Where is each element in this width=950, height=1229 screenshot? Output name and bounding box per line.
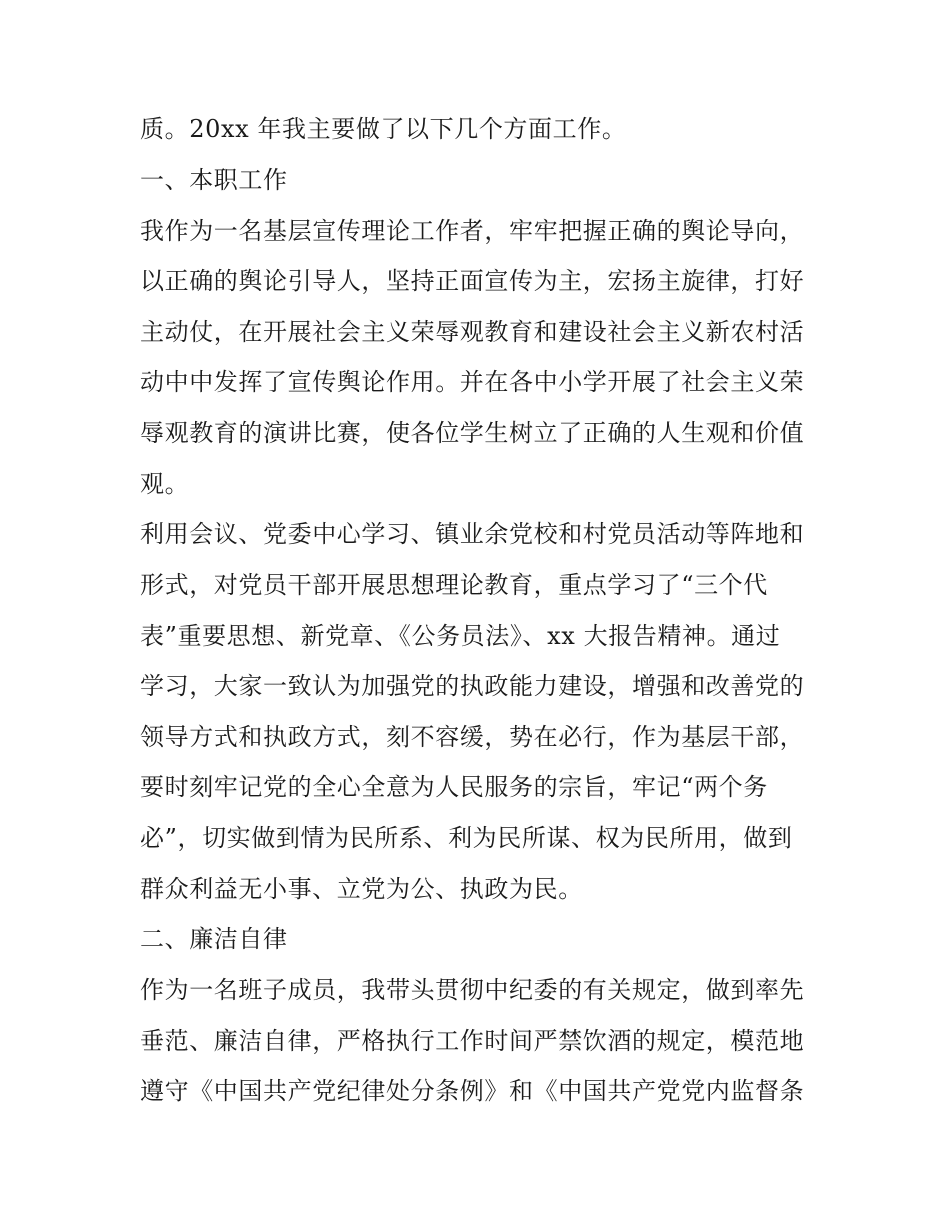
text-line: 观。 bbox=[140, 470, 190, 498]
text-line: 垂范、廉洁自律，严格执行工作时间严禁饮酒的规定，模范地 bbox=[140, 1027, 805, 1055]
text-line: 作为一名班子成员，我带头贯彻中纪委的有关规定，做到率先 bbox=[140, 976, 805, 1004]
text-line: 辱观教育的演讲比赛，使各位学生树立了正确的人生观和价值 bbox=[140, 419, 805, 447]
text-line: 形式，对党员干部开展思想理论教育，重点学习了“三个代 bbox=[140, 571, 768, 599]
text-line: 动中中发挥了宣传舆论作用。并在各中小学开展了社会主义荣 bbox=[140, 368, 805, 396]
text-line: 必”，切实做到情为民所系、利为民所谋、权为民所用，做到 bbox=[140, 824, 793, 852]
text-line: 主动仗，在开展社会主义荣辱观教育和建设社会主义新农村活 bbox=[140, 318, 805, 346]
text-line: 遵守《中国共产党纪律处分条例》和《中国共产党党内监督条 bbox=[140, 1077, 805, 1105]
text-line: 表”重要思想、新党章、《公务员法》、xx 大报告精神。通过 bbox=[140, 622, 781, 650]
text-line: 领导方式和执政方式，刻不容缓，势在必行，作为基层干部， bbox=[140, 723, 805, 751]
text-line: 我作为一名基层宣传理论工作者，牢牢把握正确的舆论导向， bbox=[140, 217, 805, 245]
text-line: 利用会议、党委中心学习、镇业余党校和村党员活动等阵地和 bbox=[140, 520, 805, 548]
section-heading: 二、廉洁自律 bbox=[140, 925, 288, 953]
text-line: 要时刻牢记党的全心全意为人民服务的宗旨，牢记“两个务 bbox=[140, 773, 768, 801]
text-line: 以正确的舆论引导人，坚持正面宣传为主，宏扬主旋律，打好 bbox=[140, 267, 805, 295]
text-line: 群众利益无小事、立党为公、执政为民。 bbox=[140, 875, 583, 903]
text-line: 学习，大家一致认为加强党的执政能力建设，增强和改善党的 bbox=[140, 672, 805, 700]
text-line: 质。20xx 年我主要做了以下几个方面工作。 bbox=[140, 115, 627, 143]
section-heading: 一、本职工作 bbox=[140, 166, 288, 194]
